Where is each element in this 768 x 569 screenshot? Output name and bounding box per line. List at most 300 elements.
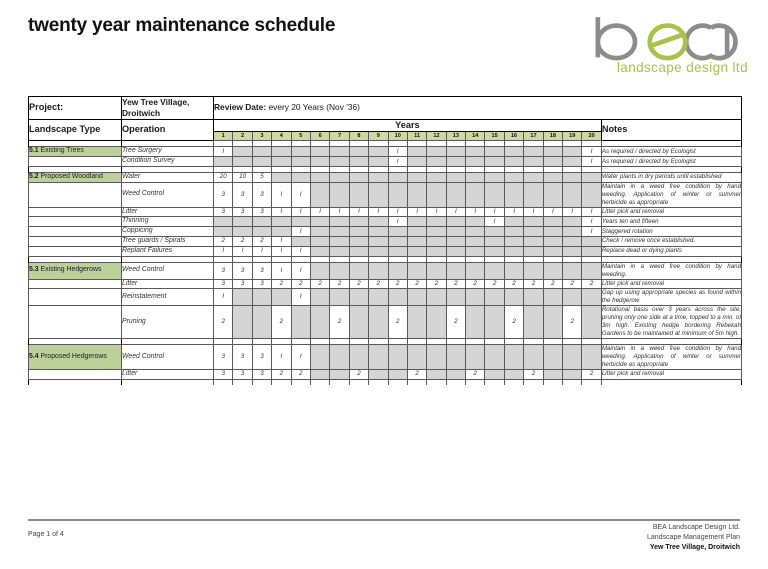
year-header-19: 19: [563, 132, 582, 141]
year-header-16: 16: [504, 132, 523, 141]
year-cell-7: [330, 217, 349, 227]
year-cell-9: [369, 182, 388, 207]
year-cell-16: [504, 289, 523, 306]
table-row: [29, 172, 742, 182]
table-row: [29, 369, 742, 379]
year-cell-7: [330, 147, 349, 157]
year-cell-2: [233, 306, 252, 339]
year-header-9: 9: [369, 132, 388, 141]
col-years: Years: [214, 119, 602, 132]
year-cell-5: I: [291, 246, 310, 256]
year-cell-14: [466, 227, 485, 237]
column-header-row: [29, 119, 742, 132]
year-cell-7: [330, 246, 349, 256]
operation-label: Reinstatement: [122, 289, 214, 306]
year-cell-17: [524, 345, 543, 370]
project-label: Project:: [29, 97, 122, 120]
year-cell-4: I: [272, 246, 291, 256]
year-cell-13: [446, 147, 465, 157]
year-cell-19: [563, 157, 582, 167]
footer-project: Yew Tree Village, Droitwich: [649, 544, 740, 552]
year-cell-12: [427, 246, 446, 256]
year-cell-20: [582, 246, 601, 256]
note-cell: Gap up using appropriate species as found within the hedgerow: [601, 289, 742, 305]
year-cell-2: [233, 147, 252, 157]
year-cell-6: 2: [310, 279, 329, 289]
year-cell-13: I: [446, 207, 465, 217]
table-row: [29, 246, 742, 256]
year-cell-6: [310, 289, 329, 306]
year-cell-14: [466, 306, 485, 339]
year-cell-1: 3: [214, 279, 233, 289]
year-cell-4: [272, 147, 291, 157]
year-cell-15: [485, 157, 504, 167]
year-cell-7: [330, 182, 349, 207]
year-cell-9: [369, 262, 388, 279]
year-cell-10: [388, 289, 407, 306]
year-cell-4: I: [272, 207, 291, 217]
year-cell-3: 3: [252, 369, 271, 379]
year-cell-6: [310, 157, 329, 167]
year-cell-3: 3: [252, 207, 271, 217]
year-cell-16: [504, 246, 523, 256]
year-cell-10: [388, 227, 407, 237]
year-cell-4: I: [272, 237, 291, 247]
year-cell-3: [252, 289, 271, 306]
year-cell-19: 2: [563, 306, 582, 339]
year-cell-8: [349, 262, 368, 279]
year-cell-11: [407, 157, 426, 167]
year-cell-15: [485, 345, 504, 370]
col-landscape-type: Landscape Type: [29, 119, 122, 141]
year-cell-12: [427, 157, 446, 167]
section-label-continuation: [29, 182, 122, 207]
note-cell: Maintain in a weed free condition by hand weeding.: [601, 262, 742, 278]
year-cell-14: [466, 345, 485, 370]
year-cell-9: [369, 227, 388, 237]
year-header-1: 1: [214, 132, 233, 141]
year-cell-20: [582, 237, 601, 247]
year-cell-2: [233, 217, 252, 227]
year-cell-12: I: [427, 207, 446, 217]
section-label-continuation: [29, 207, 122, 217]
table-row: [29, 217, 742, 227]
year-cell-20: [582, 172, 601, 182]
year-cell-11: [407, 289, 426, 306]
section-label-continuation: [29, 227, 122, 237]
year-cell-17: [524, 227, 543, 237]
year-cell-13: [446, 345, 465, 370]
year-cell-20: 2: [582, 279, 601, 289]
table-row: [29, 207, 742, 217]
year-cell-10: [388, 172, 407, 182]
operation-label: Thinning: [122, 217, 214, 227]
year-cell-7: [330, 237, 349, 247]
year-header-2: 2: [233, 132, 252, 141]
year-cell-9: [369, 306, 388, 339]
year-cell-18: [543, 306, 562, 339]
note-cell: Replace dead or dying plants: [601, 246, 741, 256]
section-label-continuation: [29, 369, 122, 379]
year-cell-13: 2: [446, 306, 465, 339]
year-cell-8: [349, 217, 368, 227]
year-cell-18: [543, 289, 562, 306]
operation-label: Weed Control: [122, 262, 214, 279]
year-header-11: 11: [407, 132, 426, 141]
year-cell-9: I: [369, 207, 388, 217]
year-cell-14: [466, 147, 485, 157]
year-cell-15: [485, 369, 504, 379]
year-cell-4: [272, 157, 291, 167]
year-cell-9: [369, 369, 388, 379]
year-cell-7: [330, 289, 349, 306]
year-cell-11: [407, 262, 426, 279]
maintenance-schedule-table: [28, 96, 742, 385]
year-cell-18: [543, 182, 562, 207]
year-cell-7: [330, 262, 349, 279]
year-cell-10: [388, 345, 407, 370]
year-cell-19: [563, 147, 582, 157]
year-cell-12: [427, 345, 446, 370]
year-cell-5: [291, 157, 310, 167]
year-cell-7: [330, 227, 349, 237]
year-cell-13: [446, 369, 465, 379]
year-cell-10: I: [388, 147, 407, 157]
year-header-13: 13: [446, 132, 465, 141]
section-label-continuation: [29, 246, 122, 256]
year-cell-13: [446, 157, 465, 167]
operation-label: Condition Survey: [122, 157, 214, 167]
year-cell-10: 2: [388, 279, 407, 289]
year-cell-5: [291, 147, 310, 157]
footer-company: BEA Landscape Design Ltd.: [652, 524, 740, 531]
review-date-cell: [214, 97, 742, 120]
year-cell-15: [485, 182, 504, 207]
year-cell-3: 2: [252, 237, 271, 247]
year-cell-5: [291, 172, 310, 182]
note-cell: Maintain in a weed free condition by hand weeding. Application of winter or summer herbicide as appropriate: [601, 182, 742, 206]
year-cell-4: I: [272, 182, 291, 207]
year-cell-9: [369, 147, 388, 157]
year-cell-10: [388, 369, 407, 379]
year-cell-8: [349, 172, 368, 182]
operation-label: Litter: [122, 369, 214, 379]
year-cell-13: [446, 217, 465, 227]
year-cell-4: 2: [272, 369, 291, 379]
year-cell-7: [330, 369, 349, 379]
year-cell-6: [310, 345, 329, 370]
year-cell-9: [369, 289, 388, 306]
year-cell-11: [407, 217, 426, 227]
year-cell-19: [563, 262, 582, 279]
year-cell-12: 2: [427, 279, 446, 289]
year-cell-18: [543, 262, 562, 279]
note-cell: Litter pick and removal: [601, 369, 741, 379]
year-cell-18: I: [543, 207, 562, 217]
year-cell-2: [233, 157, 252, 167]
section-label-continuation: [29, 237, 122, 247]
year-cell-2: [233, 227, 252, 237]
year-cell-11: [407, 227, 426, 237]
year-cell-13: [446, 237, 465, 247]
year-cell-8: I: [349, 207, 368, 217]
table-body: [29, 97, 742, 385]
year-cell-18: [543, 172, 562, 182]
year-cell-17: [524, 306, 543, 339]
year-cell-17: [524, 217, 543, 227]
year-cell-19: [563, 217, 582, 227]
year-cell-4: I: [272, 345, 291, 370]
year-cell-2: 3: [233, 369, 252, 379]
section-label-5.4: 5.4 Proposed Hedgerows: [29, 345, 122, 370]
year-cell-8: [349, 157, 368, 167]
note-cell: Years ten and fifteen: [601, 217, 741, 227]
year-cell-12: [427, 306, 446, 339]
year-cell-5: I: [291, 207, 310, 217]
year-cell-20: 2: [582, 369, 601, 379]
year-cell-8: [349, 147, 368, 157]
page-number: Page 1 of 4: [28, 531, 64, 538]
year-cell-14: [466, 182, 485, 207]
year-cell-17: [524, 157, 543, 167]
table-row: [29, 289, 742, 306]
year-cell-6: [310, 182, 329, 207]
year-cell-11: 2: [407, 369, 426, 379]
year-cell-15: 2: [485, 279, 504, 289]
year-cell-1: 2: [214, 306, 233, 339]
year-cell-9: [369, 237, 388, 247]
year-cell-8: 2: [349, 369, 368, 379]
year-cell-18: [543, 217, 562, 227]
year-cell-18: [543, 345, 562, 370]
year-cell-17: 2: [524, 369, 543, 379]
project-row: [29, 97, 742, 120]
year-cell-10: I: [388, 217, 407, 227]
year-cell-19: [563, 345, 582, 370]
operation-label: Replant Failures: [122, 246, 214, 256]
footer-divider: [28, 519, 740, 521]
year-cell-20: I: [582, 227, 601, 237]
year-cell-2: 3: [233, 279, 252, 289]
section-label-5.2: 5.2 Proposed Woodland: [29, 172, 122, 182]
year-cell-1: [214, 227, 233, 237]
year-cell-16: [504, 147, 523, 157]
section-label-5.1: 5.1 Existing Trees: [29, 147, 122, 157]
year-cell-14: [466, 157, 485, 167]
year-cell-6: [310, 147, 329, 157]
year-cell-4: [272, 227, 291, 237]
year-cell-2: 3: [233, 262, 252, 279]
year-cell-13: [446, 289, 465, 306]
year-header-14: 14: [466, 132, 485, 141]
year-cell-8: [349, 289, 368, 306]
note-cell: Litter pick and removal: [601, 207, 741, 217]
year-cell-17: [524, 246, 543, 256]
footer-credits: [647, 523, 740, 553]
year-cell-17: [524, 172, 543, 182]
table-row: [29, 345, 742, 370]
section-label-continuation: [29, 289, 122, 306]
year-cell-6: [310, 227, 329, 237]
year-cell-10: I: [388, 207, 407, 217]
year-cell-9: [369, 172, 388, 182]
note-cell: Water plants in dry periods until established: [601, 172, 741, 182]
year-cell-5: 2: [291, 369, 310, 379]
year-cell-11: [407, 172, 426, 182]
year-cell-8: [349, 182, 368, 207]
year-cell-1: 2: [214, 237, 233, 247]
footer-doc-type: Landscape Management Plan: [646, 534, 740, 542]
year-cell-3: 3: [252, 279, 271, 289]
project-value: Yew Tree Village, Droitwich: [122, 97, 214, 120]
year-cell-18: 2: [543, 279, 562, 289]
page-title: twenty year maintenance schedule: [28, 15, 336, 36]
year-cell-15: I: [485, 207, 504, 217]
year-cell-5: I: [291, 345, 310, 370]
year-cell-11: I: [407, 207, 426, 217]
year-cell-12: [427, 262, 446, 279]
year-cell-15: [485, 237, 504, 247]
operation-label: Water: [122, 172, 214, 182]
year-cell-3: I: [252, 246, 271, 256]
note-cell: Staggered rotation: [601, 227, 741, 237]
year-cell-20: I: [582, 157, 601, 167]
section-label-5.3: 5.3 Existing Hedgerows: [29, 262, 122, 279]
year-cell-9: [369, 246, 388, 256]
year-cell-16: [504, 217, 523, 227]
year-cell-1: I: [214, 147, 233, 157]
year-cell-8: [349, 246, 368, 256]
year-cell-2: [233, 289, 252, 306]
year-cell-17: [524, 182, 543, 207]
year-cell-12: [427, 147, 446, 157]
year-cell-15: I: [485, 217, 504, 227]
note-cell: As required / directed by Ecologist: [601, 147, 741, 157]
year-cell-20: [582, 262, 601, 279]
note-cell: Maintain in a weed free condition by hand weeding. Application of winter or summer herbicide as appropriate: [601, 345, 742, 368]
year-cell-1: I: [214, 289, 233, 306]
bea-wordmark-icon: [587, 14, 750, 62]
year-header-18: 18: [543, 132, 562, 141]
year-cell-1: 20: [214, 172, 233, 182]
year-cell-1: [214, 217, 233, 227]
year-cell-14: [466, 217, 485, 227]
review-date-value: every 20 Years (Nov '36): [268, 102, 360, 113]
note-cell: Rotational basis over 3 years across the site, pruning only one side at a time, topped to a min. of 3m high. Existing hedge bordering Rebekah Gardens to be maintained at minimum of 5m high.: [601, 306, 742, 338]
year-cell-6: [310, 246, 329, 256]
year-cell-15: [485, 227, 504, 237]
year-cell-14: [466, 172, 485, 182]
year-cell-2: 2: [233, 237, 252, 247]
year-cell-11: [407, 345, 426, 370]
year-cell-17: I: [524, 207, 543, 217]
year-cell-13: [446, 182, 465, 207]
operation-label: Litter: [122, 207, 214, 217]
year-cell-18: [543, 246, 562, 256]
year-cell-16: I: [504, 207, 523, 217]
year-cell-11: [407, 306, 426, 339]
year-cell-13: [446, 246, 465, 256]
year-cell-20: [582, 182, 601, 207]
year-cell-14: 2: [466, 369, 485, 379]
section-label-continuation: [29, 217, 122, 227]
year-header-7: 7: [330, 132, 349, 141]
year-cell-19: [563, 237, 582, 247]
year-header-17: 17: [524, 132, 543, 141]
year-cell-4: 2: [272, 279, 291, 289]
year-cell-16: [504, 345, 523, 370]
year-cell-17: [524, 289, 543, 306]
year-cell-9: [369, 217, 388, 227]
year-header-20: 20: [582, 132, 601, 141]
year-cell-11: [407, 147, 426, 157]
year-cell-5: I: [291, 262, 310, 279]
year-cell-5: I: [291, 227, 310, 237]
year-cell-8: 2: [349, 279, 368, 289]
year-cell-5: [291, 217, 310, 227]
review-date-label: Review Date:: [214, 102, 267, 113]
year-cell-6: [310, 262, 329, 279]
year-cell-11: [407, 246, 426, 256]
year-cell-19: [563, 182, 582, 207]
year-cell-9: 2: [369, 279, 388, 289]
year-cell-5: [291, 306, 310, 339]
year-cell-12: [427, 369, 446, 379]
table-row: [29, 227, 742, 237]
note-cell: Litter pick and removal: [601, 279, 741, 289]
logo-tagline: landscape design ltd: [616, 60, 748, 75]
year-cell-9: [369, 157, 388, 167]
year-cell-8: [349, 306, 368, 339]
year-cell-15: [485, 172, 504, 182]
year-cell-15: [485, 306, 504, 339]
bea-logo: [580, 14, 750, 75]
year-cell-20: I: [582, 217, 601, 227]
year-cell-12: [427, 217, 446, 227]
year-cell-10: [388, 237, 407, 247]
year-cell-4: [272, 217, 291, 227]
year-cell-7: [330, 157, 349, 167]
year-cell-19: [563, 369, 582, 379]
year-cell-4: [272, 172, 291, 182]
year-cell-10: [388, 246, 407, 256]
year-cell-13: [446, 172, 465, 182]
year-cell-1: 3: [214, 369, 233, 379]
year-cell-20: I: [582, 207, 601, 217]
year-cell-6: [310, 237, 329, 247]
year-cell-1: 3: [214, 182, 233, 207]
table-row: [29, 306, 742, 339]
year-cell-6: [310, 217, 329, 227]
year-cell-2: 3: [233, 182, 252, 207]
year-cell-1: [214, 157, 233, 167]
year-header-4: 4: [272, 132, 291, 141]
year-cell-1: 3: [214, 345, 233, 370]
year-cell-1: I: [214, 246, 233, 256]
year-cell-19: [563, 227, 582, 237]
year-cell-18: [543, 227, 562, 237]
year-cell-19: [563, 172, 582, 182]
section-label-continuation: [29, 279, 122, 289]
note-cell: As required / directed by Ecologist: [601, 157, 741, 167]
year-cell-10: [388, 262, 407, 279]
year-cell-10: 2: [388, 306, 407, 339]
year-cell-16: [504, 157, 523, 167]
year-cell-6: [310, 369, 329, 379]
year-cell-4: [272, 289, 291, 306]
section-label-continuation: [29, 157, 122, 167]
year-cell-10: [388, 182, 407, 207]
